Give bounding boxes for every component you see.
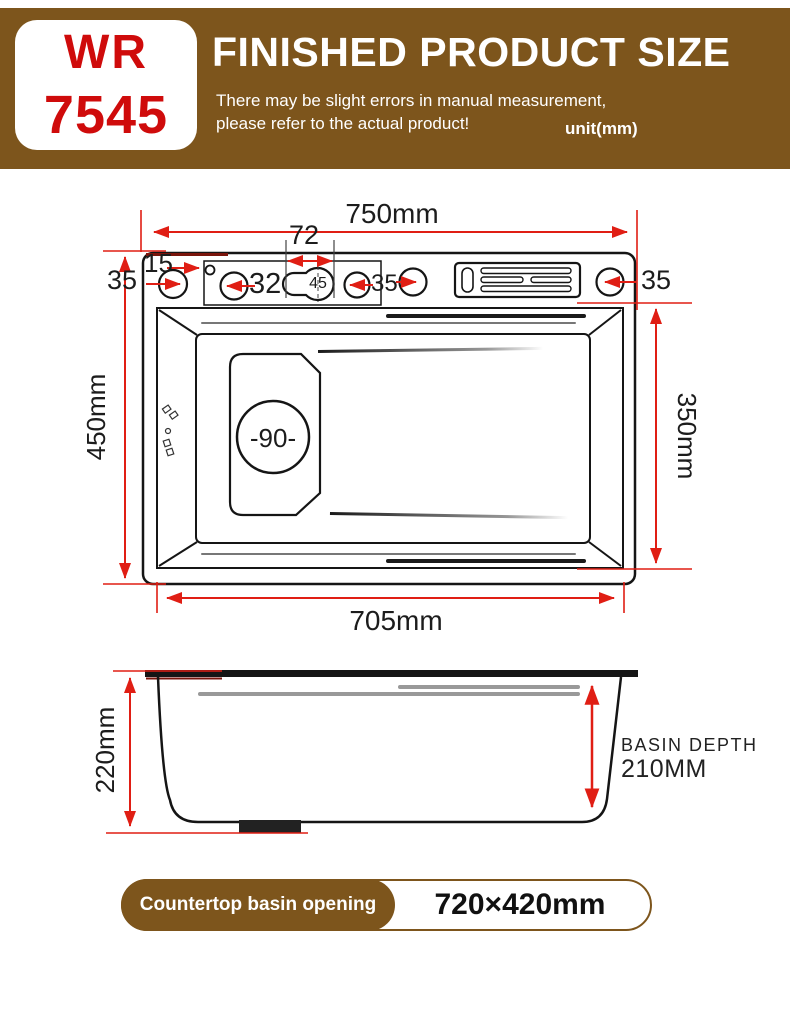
- dim-705: 705mm: [349, 605, 443, 636]
- dim-32: 32: [249, 268, 282, 300]
- dim-35-right: 35: [641, 265, 672, 295]
- model-line1: WR: [64, 25, 148, 79]
- subtitle-line2: please refer to the actual product!: [216, 114, 470, 133]
- model-number-badge: [15, 20, 197, 150]
- basin-depth-value: 210MM: [621, 755, 707, 783]
- dim-35-mid: 35: [371, 270, 398, 297]
- model-line2: 7545: [43, 84, 169, 145]
- basin-body-outline: [158, 677, 621, 822]
- side-view: [106, 670, 638, 833]
- dim-72: 72: [288, 220, 320, 250]
- faucet-hole-diameter: 45: [309, 275, 327, 292]
- drain-fitting: [239, 820, 301, 833]
- header-subtitle: [216, 89, 606, 135]
- page-title: FINISHED PRODUCT SIZE: [212, 29, 731, 75]
- unit-note: unit(mm): [565, 119, 638, 138]
- dim-35-left: 35: [107, 265, 138, 295]
- opening-size-value: 720×420mm: [434, 888, 606, 921]
- hole-small-pin: [206, 266, 215, 275]
- opening-label-badge: [121, 879, 395, 931]
- dim-220: 220mm: [90, 706, 120, 794]
- dim-15: 15: [144, 248, 173, 278]
- subtitle-line1: There may be slight errors in manual measurement,: [216, 91, 607, 110]
- basin-depth-label: BASIN DEPTH: [621, 735, 758, 755]
- drain-diameter: -90-: [249, 423, 297, 453]
- dim-350: 350mm: [672, 392, 702, 480]
- dim-450: 450mm: [81, 373, 111, 461]
- side-grooves: [200, 687, 578, 694]
- dim-750: 750mm: [345, 198, 439, 229]
- opening-label: Countertop basin opening: [139, 894, 377, 915]
